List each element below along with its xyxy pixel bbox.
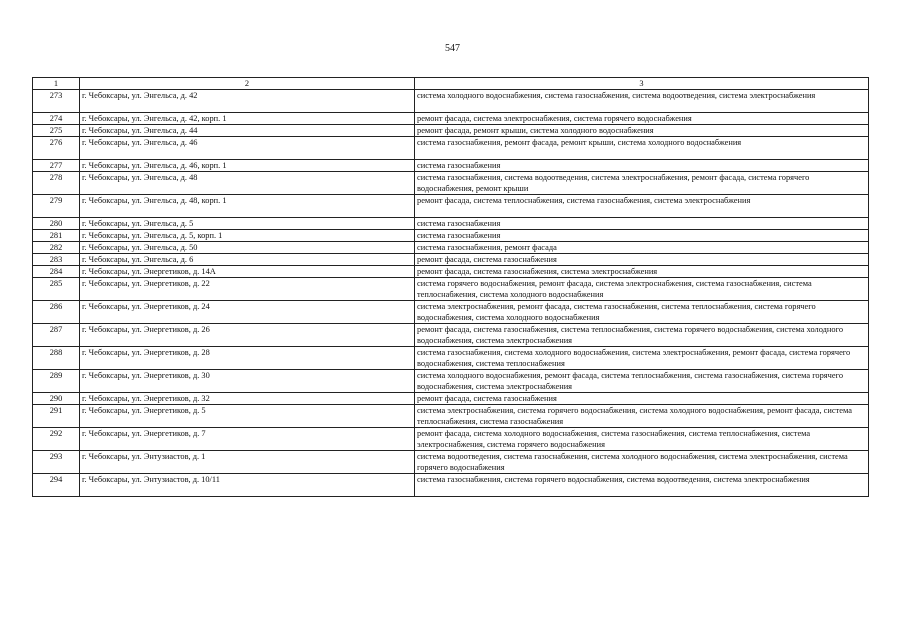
row-number: 282 [33,242,80,254]
row-number: 293 [33,451,80,474]
row-address: г. Чебоксары, ул. Энгельса, д. 48, корп. 1 [80,195,415,218]
row-systems: ремонт фасада, система газоснабжения [415,254,869,266]
row-address: г. Чебоксары, ул. Энгельса, д. 44 [80,125,415,137]
table-row [33,278,869,301]
row-address: г. Чебоксары, ул. Энергетиков, д. 7 [80,428,415,451]
row-number: 292 [33,428,80,451]
row-address: г. Чебоксары, ул. Энергетиков, д. 26 [80,324,415,347]
row-number: 281 [33,230,80,242]
row-address: г. Чебоксары, ул. Энтузиастов, д. 1 [80,451,415,474]
table-row [33,242,869,254]
row-systems: ремонт фасада, ремонт крыши, система холодного водоснабжения [415,125,869,137]
row-number: 285 [33,278,80,301]
row-address: г. Чебоксары, ул. Энгельса, д. 5 [80,218,415,230]
table-row [33,160,869,172]
row-address: г. Чебоксары, ул. Энергетиков, д. 28 [80,347,415,370]
row-systems: система газоснабжения, система холодного водоснабжения, система электроснабжения, ремонт фасада, система горячего водоснабжения, система теплоснабжения [415,347,869,370]
table-row [33,393,869,405]
row-systems: ремонт фасада, система газоснабжения, система электроснабжения [415,266,869,278]
table-body [33,90,869,497]
row-address: г. Чебоксары, ул. Энергетиков, д. 32 [80,393,415,405]
row-address: г. Чебоксары, ул. Энергетиков, д. 24 [80,301,415,324]
row-systems: система горячего водоснабжения, ремонт фасада, система электроснабжения, система газоснабжения, система теплоснабжения, система холодного водоснабжения [415,278,869,301]
row-address: г. Чебоксары, ул. Энгельса, д. 6 [80,254,415,266]
row-address: г. Чебоксары, ул. Энгельса, д. 50 [80,242,415,254]
table-row [33,451,869,474]
table-row [33,230,869,242]
row-systems: система электроснабжения, система горячего водоснабжения, система холодного водоснабжения, ремонт фасада, система теплоснабжения, система газоснабжения [415,405,869,428]
table-row [33,90,869,113]
row-number: 294 [33,474,80,497]
row-systems: ремонт фасада, система холодного водоснабжения, система газоснабжения, система теплоснабжения, система электроснабжения, система горячего водоснабжения [415,428,869,451]
row-number: 274 [33,113,80,125]
row-number: 276 [33,137,80,160]
table-row [33,113,869,125]
row-number: 286 [33,301,80,324]
row-address: г. Чебоксары, ул. Энергетиков, д. 5 [80,405,415,428]
row-number: 289 [33,370,80,393]
row-systems: ремонт фасада, система газоснабжения, система теплоснабжения, система горячего водоснабжения, система холодного водоснабжения, система электроснабжения [415,324,869,347]
row-systems: система газоснабжения, ремонт фасада [415,242,869,254]
registry-table [32,77,869,497]
table-row [33,370,869,393]
table-row [33,405,869,428]
table-row [33,195,869,218]
page-number: 547 [445,43,460,54]
row-address: г. Чебоксары, ул. Энгельса, д. 42 [80,90,415,113]
row-number: 278 [33,172,80,195]
row-address: г. Чебоксары, ул. Энгельса, д. 42, корп. 1 [80,113,415,125]
table-row [33,324,869,347]
table-row [33,266,869,278]
row-address: г. Чебоксары, ул. Энергетиков, д. 22 [80,278,415,301]
row-systems: система газоснабжения, ремонт фасада, ремонт крыши, система холодного водоснабжения [415,137,869,160]
row-number: 275 [33,125,80,137]
row-systems: ремонт фасада, система электроснабжения, система горячего водоснабжения [415,113,869,125]
row-number: 277 [33,160,80,172]
row-systems: система газоснабжения [415,218,869,230]
table-row [33,137,869,160]
table-row [33,347,869,370]
row-address: г. Чебоксары, ул. Энтузиастов, д. 10/11 [80,474,415,497]
row-address: г. Чебоксары, ул. Энгельса, д. 46, корп. 1 [80,160,415,172]
row-number: 284 [33,266,80,278]
row-address: г. Чебоксары, ул. Энергетиков, д. 14А [80,266,415,278]
row-number: 291 [33,405,80,428]
table-row [33,254,869,266]
row-systems: система газоснабжения [415,160,869,172]
row-number: 288 [33,347,80,370]
column-header-number: 1 [33,78,80,90]
table-row [33,172,869,195]
row-number: 290 [33,393,80,405]
row-systems: ремонт фасада, система газоснабжения [415,393,869,405]
row-number: 283 [33,254,80,266]
row-address: г. Чебоксары, ул. Энергетиков, д. 30 [80,370,415,393]
table-row [33,474,869,497]
table-row [33,428,869,451]
row-systems: ремонт фасада, система теплоснабжения, система газоснабжения, система электроснабжения [415,195,869,218]
row-systems: система электроснабжения, ремонт фасада, система газоснабжения, система теплоснабжения, система горячего водоснабжения, система холодного водоснабжения [415,301,869,324]
table-row [33,125,869,137]
row-systems: система газоснабжения [415,230,869,242]
table-row [33,218,869,230]
row-systems: система холодного водоснабжения, ремонт фасада, система теплоснабжения, система газоснабжения, система горячего водоснабжения, система электроснабжения [415,370,869,393]
table-row [33,301,869,324]
table-header-row [33,78,869,90]
row-address: г. Чебоксары, ул. Энгельса, д. 48 [80,172,415,195]
row-systems: система водоотведения, система газоснабжения, система холодного водоснабжения, система электроснабжения, система горячего водоснабжения [415,451,869,474]
row-address: г. Чебоксары, ул. Энгельса, д. 46 [80,137,415,160]
row-systems: система холодного водоснабжения, система газоснабжения, система водоотведения, система электроснабжения [415,90,869,113]
row-number: 273 [33,90,80,113]
column-header-systems: 3 [415,78,869,90]
column-header-address: 2 [80,78,415,90]
row-number: 280 [33,218,80,230]
row-number: 279 [33,195,80,218]
row-systems: система газоснабжения, система горячего водоснабжения, система водоотведения, система электроснабжения [415,474,869,497]
row-number: 287 [33,324,80,347]
row-systems: система газоснабжения, система водоотведения, система электроснабжения, ремонт фасада, система горячего водоснабжения, ремонт крыши [415,172,869,195]
row-address: г. Чебоксары, ул. Энгельса, д. 5, корп. 1 [80,230,415,242]
